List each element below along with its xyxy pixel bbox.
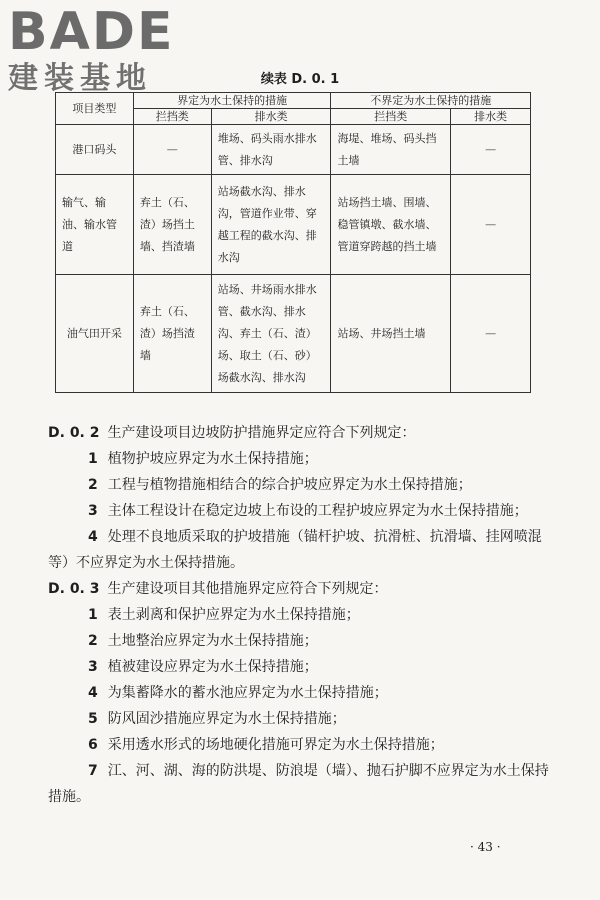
table-header-row (56, 93, 531, 109)
item-number: 1 (88, 607, 98, 623)
list-item (48, 758, 556, 810)
row-cell: 弃土（石、渣）场挡渣墙 (133, 275, 211, 393)
clause-title: 生产建设项目边坡防护措施界定应符合下列规定： (107, 425, 416, 441)
item-number: 4 (88, 685, 98, 701)
logo-wordmark: BADE (8, 2, 175, 62)
item-number: 2 (88, 633, 98, 649)
item-number: 7 (88, 763, 98, 779)
item-text: 处理不良地质采取的护坡措施（锚杆护坡、抗滑桩、抗滑墙、挂网喷混等）不应界定为水土保持措施。 (48, 529, 542, 571)
row-cell: 站场、井场雨水排水管、截水沟、排水沟、弃土（石、渣）场、取土（石、砂）场截水沟、排水沟 (211, 275, 331, 393)
header-group-not-defined: 不界定为水土保持的措施 (331, 93, 531, 109)
item-number: 3 (88, 503, 98, 519)
subheader-drainage-2: 排水类 (451, 109, 531, 125)
header-project-type: 项目类型 (56, 93, 134, 125)
table-row (56, 275, 531, 393)
list-item (48, 498, 556, 524)
list-item (48, 472, 556, 498)
row-cell: 站场、井场挡土墙 (331, 275, 451, 393)
clause-number: D. 0. 2 (48, 425, 100, 441)
list-item (48, 732, 556, 758)
list-item (48, 654, 556, 680)
subheader-retaining-2: 拦挡类 (331, 109, 451, 125)
row-cell: 站场挡土墙、围墙、稳管镇墩、截水墙、管道穿跨越的挡土墙 (331, 175, 451, 275)
item-text: 表土剥离和保护应界定为水土保持措施； (107, 607, 360, 623)
row-type: 油气田开采 (56, 275, 134, 393)
item-text: 防风固沙措施应界定为水土保持措施； (107, 711, 346, 727)
list-item (48, 446, 556, 472)
table-row (56, 175, 531, 275)
clause-title: 生产建设项目其他措施界定应符合下列规定： (107, 581, 388, 597)
logo-subtitle: 建装基地 (8, 61, 152, 96)
table-title: 续表 D. 0. 1 (260, 72, 340, 87)
list-item (48, 706, 556, 732)
item-text: 江、河、湖、海的防洪堤、防浪堤（墙）、抛石护脚不应界定为水土保持措施。 (48, 763, 549, 805)
item-number: 6 (88, 737, 98, 753)
subheader-drainage-1: 排水类 (211, 109, 331, 125)
item-number: 1 (88, 451, 98, 467)
row-type: 港口码头 (56, 125, 134, 175)
item-text: 工程与植物措施相结合的综合护坡应界定为水土保持措施； (107, 477, 472, 493)
list-item (48, 680, 556, 706)
item-number: 3 (88, 659, 98, 675)
list-item (48, 602, 556, 628)
row-cell: 弃土（石、渣）场挡土墙、挡渣墙 (133, 175, 211, 275)
page-number: · 43 · (470, 840, 501, 854)
item-text: 为集蓄降水的蓄水池应界定为水土保持措施； (107, 685, 388, 701)
table-row (56, 125, 531, 175)
measures-table (55, 92, 531, 393)
item-text: 主体工程设计在稳定边坡上布设的工程护坡应界定为水土保持措施； (107, 503, 528, 519)
row-type: 输气、输油、输水管道 (56, 175, 134, 275)
item-number: 2 (88, 477, 98, 493)
item-text: 植物护坡应界定为水土保持措施； (107, 451, 318, 467)
clause-heading (48, 420, 556, 446)
item-text: 植被建设应界定为水土保持措施； (107, 659, 318, 675)
item-text: 采用透水形式的场地硬化措施可界定为水土保持措施； (107, 737, 444, 753)
list-item (48, 628, 556, 654)
clause-number: D. 0. 3 (48, 581, 100, 597)
row-cell: 堆场、码头雨水排水管、排水沟 (211, 125, 331, 175)
item-number: 5 (88, 711, 98, 727)
row-cell: — (451, 125, 531, 175)
row-cell: — (451, 175, 531, 275)
row-cell: 海堤、堆场、码头挡土墙 (331, 125, 451, 175)
row-cell: — (451, 275, 531, 393)
row-cell: 站场截水沟、排水沟，管道作业带、穿越工程的截水沟、排水沟 (211, 175, 331, 275)
subheader-retaining-1: 拦挡类 (133, 109, 211, 125)
list-item (48, 524, 556, 576)
document-body (48, 420, 556, 810)
item-number: 4 (88, 529, 98, 545)
clause-heading (48, 576, 556, 602)
item-text: 土地整治应界定为水土保持措施； (107, 633, 318, 649)
row-cell: — (133, 125, 211, 175)
header-group-defined: 界定为水土保持的措施 (133, 93, 331, 109)
